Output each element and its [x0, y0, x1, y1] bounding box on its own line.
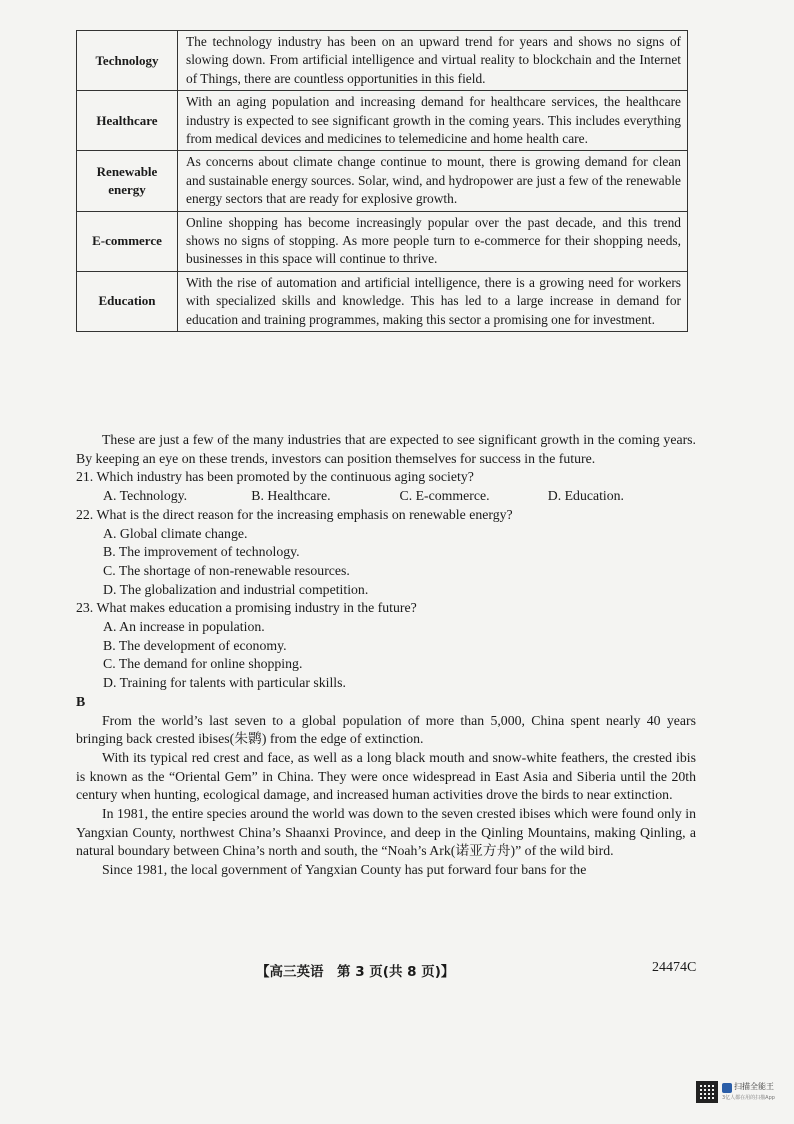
option-d: D. Training for talents with particular skills.	[103, 675, 346, 691]
table-row	[77, 211, 688, 271]
table-row	[77, 31, 688, 91]
option-c: C. E-commerce.	[399, 488, 490, 504]
scanner-watermark	[696, 1081, 788, 1109]
section-b-paragraph: With its typical red crest and face, as well as a long black mouth and snow-white feathers, the crested ibis is known as the “Oriental Gem” in China. They were once widespread in East Asia and Siberia until the 20th century when hunting, ecological damage, and increased human activities drove the birds to near extinction.	[76, 749, 696, 803]
question-23-stem: 23. What makes education a promising industry in the future?	[76, 600, 417, 616]
industry-name: E-commerce	[77, 211, 178, 271]
section-heading: B	[76, 693, 86, 709]
industry-name: Education	[77, 271, 178, 331]
industry-table	[76, 30, 688, 332]
industry-name: Renewable energy	[77, 151, 178, 211]
question-21-stem: 21. Which industry has been promoted by the continuous aging society?	[76, 469, 474, 485]
table-row	[77, 151, 688, 211]
scanner-brand: 扫描全能王	[734, 1082, 774, 1091]
option-a: A. Global climate change.	[103, 525, 248, 541]
industry-name: Technology	[77, 31, 178, 91]
industry-description: The technology industry has been on an upward trend for years and shows no signs of slowing down. From artificial intelligence and virtual reality to blockchain and the Internet of Things, there are countless opportunities in this field.	[178, 31, 688, 91]
table-row	[77, 91, 688, 151]
section-b-paragraph: In 1981, the entire species around the world was down to the seven crested ibises which were found only in Yangxian County, northwest China’s Shaanxi Province, and deep in the Qinling Mountains, making Qinling, a natural boundary between China’s north and south, the “Noah’s Ark(诺亚方舟)” of the wild bird.	[76, 806, 696, 859]
page-label: 【高三英语 第 3 页(共 8 页)】	[256, 964, 455, 980]
section-b-paragraph: From the world’s last seven to a global population of more than 5,000, China spent nearly 40 years bringing back crested ibises(朱鹮) from the edge of extinction.	[76, 712, 696, 747]
question-21-options	[76, 487, 696, 506]
option-b: B. Healthcare.	[251, 488, 331, 504]
industry-description: Online shopping has become increasingly popular over the past decade, and this trend shows no signs of stopping. As more people turn to e-commerce for their shopping needs, businesses in this space will continue to thrive.	[178, 211, 688, 271]
question-22-stem: 22. What is the direct reason for the increasing emphasis on renewable energy?	[76, 506, 513, 522]
option-d: D. The globalization and industrial competition.	[103, 581, 369, 597]
option-b: B. The development of economy.	[103, 637, 287, 653]
scanner-tagline: 3亿人都在用的扫描App	[722, 1095, 775, 1101]
exam-code: 24474C	[652, 960, 697, 975]
industry-description: With the rise of automation and artificial intelligence, there is a growing need for workers with specialized skills and knowledge. This has led to a large increase in demand for education and training programmes, making this sector a promising one for investment.	[178, 271, 688, 331]
reading-body	[76, 431, 696, 880]
industry-name: Healthcare	[77, 91, 178, 151]
industry-description: As concerns about climate change continue to mount, there is growing demand for clean and sustainable energy sources. Solar, wind, and hydropower are just a few of the renewable energy sectors that are ready for explosive growth.	[178, 151, 688, 211]
option-b: B. The improvement of technology.	[103, 544, 300, 560]
industry-description: With an aging population and increasing demand for healthcare services, the healthcare industry is expected to see significant growth in the coming years. This includes everything from medical devices and medicines to telemedicine and home health care.	[178, 91, 688, 151]
conclusion-paragraph: These are just a few of the many industries that are expected to see significant growth in the coming years. By keeping an eye on these trends, investors can position themselves for success in the future.	[76, 432, 696, 466]
option-d: D. Education.	[547, 488, 624, 504]
scanner-logo-icon	[722, 1083, 732, 1093]
page-footer	[0, 960, 794, 980]
table-row	[77, 271, 688, 331]
option-a: A. An increase in population.	[103, 619, 265, 635]
option-a: A. Technology.	[103, 488, 188, 504]
qr-code-icon	[696, 1081, 718, 1103]
option-c: C. The demand for online shopping.	[103, 656, 303, 672]
section-b-paragraph: Since 1981, the local government of Yangxian County has put forward four bans for the	[102, 862, 587, 878]
option-c: C. The shortage of non-renewable resources.	[103, 562, 350, 578]
